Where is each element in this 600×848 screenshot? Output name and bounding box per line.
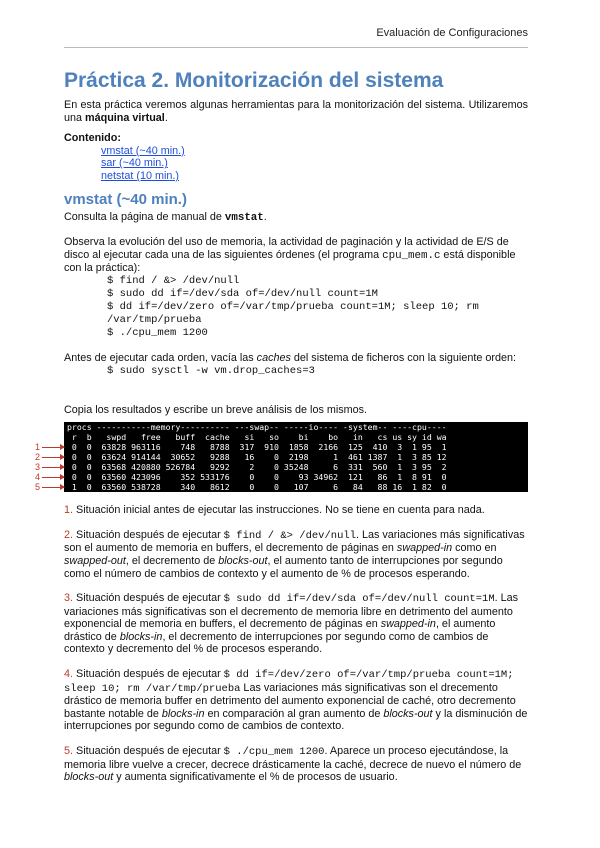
command-line: $ ./cpu_mem 1200 (107, 326, 208, 339)
analysis-body: . Las variaciones más significativas son el decremento de memoria libre en detrimento del aumento exponencial de memoria en buffers, el decremento de páginas en swapped-in, el aumento drástico de blocks-in, el decremento de interrupciones por segundo como de cambios de contexto y decremento del % de procesos esperando. (64, 592, 519, 656)
manual-end: . (263, 210, 267, 223)
command-line: $ dd if=/dev/zero of=/var/tmp/prueba count=1M; sleep 10; rm (107, 300, 479, 313)
cache-end: del sistema de ficheros con la siguiente orden: (290, 351, 516, 364)
row-number-label: 4 (34, 472, 40, 483)
row-arrow-icon (42, 467, 64, 468)
manual-paragraph (64, 211, 528, 225)
analysis-text: Situación inicial antes de ejecutar las instrucciones. No se tiene en cuenta para nada. (73, 504, 485, 517)
analysis-text: Situación después de ejecutar (73, 528, 224, 541)
terminal-header-line: procs -----------memory---------- ---swap-- -----io---- -system-- ----cpu---- (67, 422, 447, 433)
cache-paragraph (64, 352, 528, 365)
cache-text: Antes de ejecutar cada orden, vacía las (64, 351, 257, 364)
toc-link-netstat[interactable]: netstat (10 min.) (101, 169, 180, 182)
terminal-row: 0 0 63624 914144 30652 9288 16 0 2198 1 461 1387 1 3 85 12 (67, 452, 447, 463)
intro-bold: máquina virtual (85, 111, 165, 124)
terminal-block (64, 422, 528, 492)
copy-paragraph: Copia los resultados y escribe un breve análisis de los mismos. (64, 403, 368, 416)
cache-em: caches (256, 351, 291, 364)
terminal-row: 0 0 63560 423096 352 533176 0 0 93 34962 121 86 1 8 91 0 (67, 472, 447, 483)
row-number-label: 1 (34, 442, 40, 453)
row-number-label: 5 (34, 482, 40, 493)
analysis-body: . Aparece un proceso ejecutándose, la memoria libre vuelve a crecer, decrece drásticamente la caché, decrece de nuevo el número de blocks-out y aumenta significativamente el % de procesos de usuario. (64, 745, 522, 784)
analysis-number: 4. (64, 668, 74, 681)
terminal-header-line: r b swpd free buff cache si so bi bo in cs us sy id wa (67, 432, 447, 443)
observe-text: Observa la evolución del uso de memoria, la actividad de paginación y la actividad de E/S de disco al ejecutar cada una de las siguientes órdenes (el programa (64, 236, 509, 261)
analysis-text: Situación después de ejecutar (73, 668, 224, 681)
page-header-title: Evaluación de Configuraciones (376, 27, 528, 39)
row-arrow-icon (42, 487, 64, 488)
analysis-body: . Las variaciones más significativas son el aumento de memoria en buffers, el decremento de páginas en swapped-in como en swapped-out, el decremento de blocks-out, el aumento tanto de interrupciones por segundo como el número de cambios de contexto y el aumento de % de procesos esperando. (64, 528, 525, 580)
analysis-item-2 (64, 529, 528, 580)
row-number-label: 3 (34, 462, 40, 473)
terminal-row: 1 0 63560 538728 340 8612 0 0 107 6 84 88 16 1 82 0 (67, 482, 447, 493)
intro-paragraph (64, 99, 528, 124)
analysis-cmd: $ find / &> /dev/null (223, 529, 356, 542)
command-line: /var/tmp/prueba (107, 313, 202, 326)
row-arrow-icon (42, 457, 64, 458)
analysis-cmd: $ ./cpu_mem 1200 (223, 746, 325, 759)
analysis-item-4 (64, 668, 528, 733)
intro-text: En esta práctica veremos algunas herramientas para la monitorización del sistema. Utilizaremos una (64, 99, 528, 124)
analysis-item-5 (64, 745, 528, 784)
analysis-item-1 (64, 504, 528, 517)
manual-text: Consulta la página de manual de (64, 210, 225, 223)
command-line: $ find / &> /dev/null (107, 274, 240, 287)
analysis-number: 3. (64, 592, 74, 605)
intro-end: . (164, 111, 168, 124)
analysis-text: Situación después de ejecutar (73, 592, 224, 605)
vmstat-output (34, 422, 528, 493)
analysis-cmd: $ sudo dd if=/dev/sda of=/dev/null count=1M (223, 593, 495, 606)
terminal-row: 0 0 63828 963116 748 8788 317 910 1858 2166 125 410 3 1 95 1 (67, 442, 447, 453)
analysis-text: Situación después de ejecutar (73, 745, 224, 758)
cache-command-line: $ sudo sysctl -w vm.drop_caches=3 (107, 364, 315, 377)
row-arrow-icon (42, 477, 64, 478)
analysis-number: 1. (64, 504, 74, 517)
section-heading: vmstat (~40 min.) (64, 190, 187, 208)
toc-link-vmstat[interactable]: vmstat (~40 min.) (101, 144, 185, 157)
row-number-label: 2 (34, 452, 40, 463)
terminal-row: 0 0 63568 420880 526784 9292 2 0 35248 6 331 560 1 3 95 2 (67, 462, 447, 473)
command-list (107, 275, 528, 340)
analysis-item-3 (64, 592, 528, 656)
analysis-body: Las variaciones más significativas son el drecemento drástico de memoria buffer en detrimento del aumento exponencial de caché, otro decremento bastante notable de blocks-in en comparación al gran aumento de blocks-out y la disminución de interrupciones por segundo como de cambios de contexto. (64, 681, 528, 733)
analysis-number: 2. (64, 528, 74, 541)
page-content (34, 69, 528, 784)
page-title: Práctica 2. Monitorización del sistema (64, 69, 444, 92)
toc-link-sar[interactable]: sar (~40 min.) (101, 157, 168, 170)
observe-end: está disponible con la práctica): (64, 248, 516, 275)
command-line: $ sudo dd if=/dev/sda of=/dev/null count=1M (107, 287, 378, 300)
toc-list (64, 145, 528, 183)
observe-cmd: cpu_mem.c (382, 249, 441, 262)
header-divider (64, 47, 528, 48)
manual-cmd: vmstat (224, 211, 264, 224)
analysis-cmd: $ dd if=/dev/zero of=/var/tmp/prueba count=1M; sleep 10; rm /var/tmp/prueba (64, 669, 514, 695)
analysis-number: 5. (64, 745, 74, 758)
cache-command (107, 365, 528, 378)
row-arrow-icon (42, 447, 64, 448)
toc-title: Contenido: (64, 132, 121, 145)
observe-paragraph (64, 236, 528, 275)
